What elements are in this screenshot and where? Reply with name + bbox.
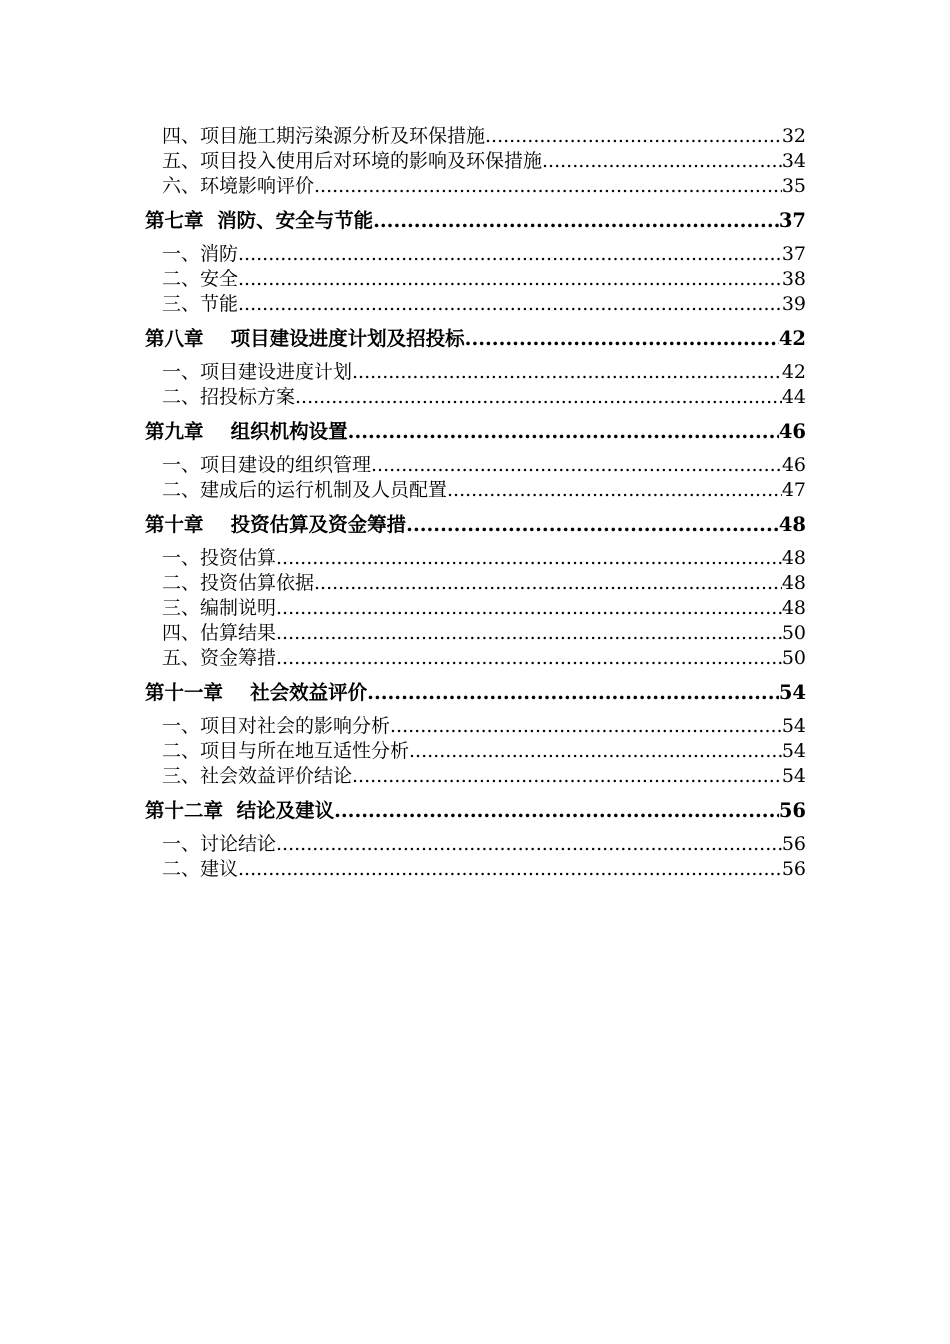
dot-leader: [295, 385, 782, 410]
toc-chapter-title: 第十二章 结论及建议: [145, 799, 335, 822]
toc-chapter-page: 42: [778, 327, 806, 350]
toc-entry-title: 四、项目施工期污染源分析及环保措施: [162, 125, 486, 147]
toc-entry-title: 五、项目投入使用后对环境的影响及环保措施: [162, 150, 543, 172]
toc-chapter-page: 37: [778, 209, 806, 232]
toc-entry[interactable]: [145, 174, 806, 199]
toc-entry-page: 48: [781, 572, 806, 594]
toc-entry-title: 二、投资估算依据: [162, 572, 315, 594]
toc-entry-title: 一、讨论结论: [162, 833, 277, 855]
dot-leader: [348, 419, 779, 444]
toc-chapter[interactable]: [145, 798, 806, 823]
toc-entry[interactable]: [145, 621, 806, 646]
toc-entry-page: 39: [781, 293, 806, 315]
table-of-contents: [145, 124, 806, 882]
toc-entry[interactable]: [145, 832, 806, 857]
toc-entry[interactable]: [145, 292, 806, 317]
dot-leader: [465, 326, 779, 351]
toc-entry-title: 一、消防: [162, 243, 239, 265]
dot-leader: [238, 292, 782, 317]
toc-chapter[interactable]: [145, 208, 806, 233]
toc-entry[interactable]: [145, 267, 806, 292]
toc-entry-page: 50: [781, 622, 806, 644]
toc-entry-title: 二、建成后的运行机制及人员配置: [162, 479, 448, 501]
toc-entry-page: 54: [781, 765, 806, 787]
toc-entry[interactable]: [145, 571, 806, 596]
toc-entry-page: 54: [781, 715, 806, 737]
toc-entry[interactable]: [145, 124, 806, 149]
dot-leader: [409, 739, 782, 764]
dot-leader: [314, 174, 782, 199]
dot-leader: [238, 242, 782, 267]
toc-chapter-title: 第十章 投资估算及资金筹措: [145, 513, 407, 536]
toc-entry[interactable]: [145, 714, 806, 739]
toc-entry-title: 一、项目建设进度计划: [162, 361, 353, 383]
toc-entry[interactable]: [145, 596, 806, 621]
toc-entry[interactable]: [145, 360, 806, 385]
dot-leader: [314, 571, 782, 596]
toc-entry-page: 42: [781, 361, 806, 383]
dot-leader: [276, 646, 782, 671]
dot-leader: [542, 149, 782, 174]
toc-entry-page: 32: [781, 125, 806, 147]
dot-leader: [276, 546, 782, 571]
toc-entry-page: 47: [781, 479, 806, 501]
toc-entry-title: 二、建议: [162, 858, 239, 880]
toc-entry[interactable]: [145, 242, 806, 267]
toc-entry[interactable]: [145, 546, 806, 571]
toc-chapter-title: 第八章 项目建设进度计划及招投标: [145, 327, 465, 350]
toc-chapter[interactable]: [145, 680, 806, 705]
toc-entry-page: 54: [781, 740, 806, 762]
toc-entry-page: 48: [781, 547, 806, 569]
toc-entry-page: 44: [781, 386, 806, 408]
dot-leader: [276, 596, 782, 621]
toc-entry[interactable]: [145, 149, 806, 174]
toc-entry-page: 48: [781, 597, 806, 619]
toc-entry[interactable]: [145, 739, 806, 764]
dot-leader: [238, 267, 782, 292]
dot-leader: [371, 453, 782, 478]
toc-entry[interactable]: [145, 857, 806, 882]
toc-entry-title: 五、资金筹措: [162, 647, 277, 669]
dot-leader: [367, 680, 779, 705]
toc-chapter[interactable]: [145, 326, 806, 351]
toc-entry-title: 六、环境影响评价: [162, 175, 315, 197]
toc-entry-page: 34: [781, 150, 806, 172]
dot-leader: [485, 124, 782, 149]
toc-entry-title: 一、投资估算: [162, 547, 277, 569]
dot-leader: [276, 621, 782, 646]
dot-leader: [390, 714, 782, 739]
toc-chapter-page: 46: [778, 420, 806, 443]
toc-entry[interactable]: [145, 385, 806, 410]
toc-entry[interactable]: [145, 453, 806, 478]
dot-leader: [276, 832, 782, 857]
toc-chapter[interactable]: [145, 512, 806, 537]
toc-entry-title: 二、招投标方案: [162, 386, 296, 408]
toc-chapter-title: 第九章 组织机构设置: [145, 420, 348, 443]
toc-entry[interactable]: [145, 764, 806, 789]
toc-entry-title: 一、项目建设的组织管理: [162, 454, 372, 476]
toc-entry-title: 三、社会效益评价结论: [162, 765, 353, 787]
toc-entry[interactable]: [145, 478, 806, 503]
toc-entry-page: 46: [781, 454, 806, 476]
toc-chapter-page: 56: [778, 799, 806, 822]
toc-entry-page: 38: [781, 268, 806, 290]
toc-chapter-page: 48: [778, 513, 806, 536]
toc-entry-title: 四、估算结果: [162, 622, 277, 644]
dot-leader: [373, 208, 779, 233]
dot-leader: [334, 798, 779, 823]
toc-entry-title: 三、编制说明: [162, 597, 277, 619]
dot-leader: [352, 764, 782, 789]
toc-entry-page: 35: [781, 175, 806, 197]
dot-leader: [352, 360, 782, 385]
dot-leader: [406, 512, 779, 537]
toc-chapter[interactable]: [145, 419, 806, 444]
dot-leader: [238, 857, 782, 882]
toc-chapter-page: 54: [778, 681, 806, 704]
toc-entry-title: 一、项目对社会的影响分析: [162, 715, 391, 737]
toc-entry-title: 三、节能: [162, 293, 239, 315]
toc-entry-page: 56: [781, 858, 806, 880]
toc-entry-page: 56: [781, 833, 806, 855]
toc-entry-page: 37: [781, 243, 806, 265]
toc-entry[interactable]: [145, 646, 806, 671]
toc-entry-page: 50: [781, 647, 806, 669]
dot-leader: [447, 478, 782, 503]
toc-entry-title: 二、安全: [162, 268, 239, 290]
toc-entry-title: 二、项目与所在地互适性分析: [162, 740, 410, 762]
toc-chapter-title: 第七章 消防、安全与节能: [145, 209, 374, 232]
toc-chapter-title: 第十一章 社会效益评价: [145, 681, 368, 704]
